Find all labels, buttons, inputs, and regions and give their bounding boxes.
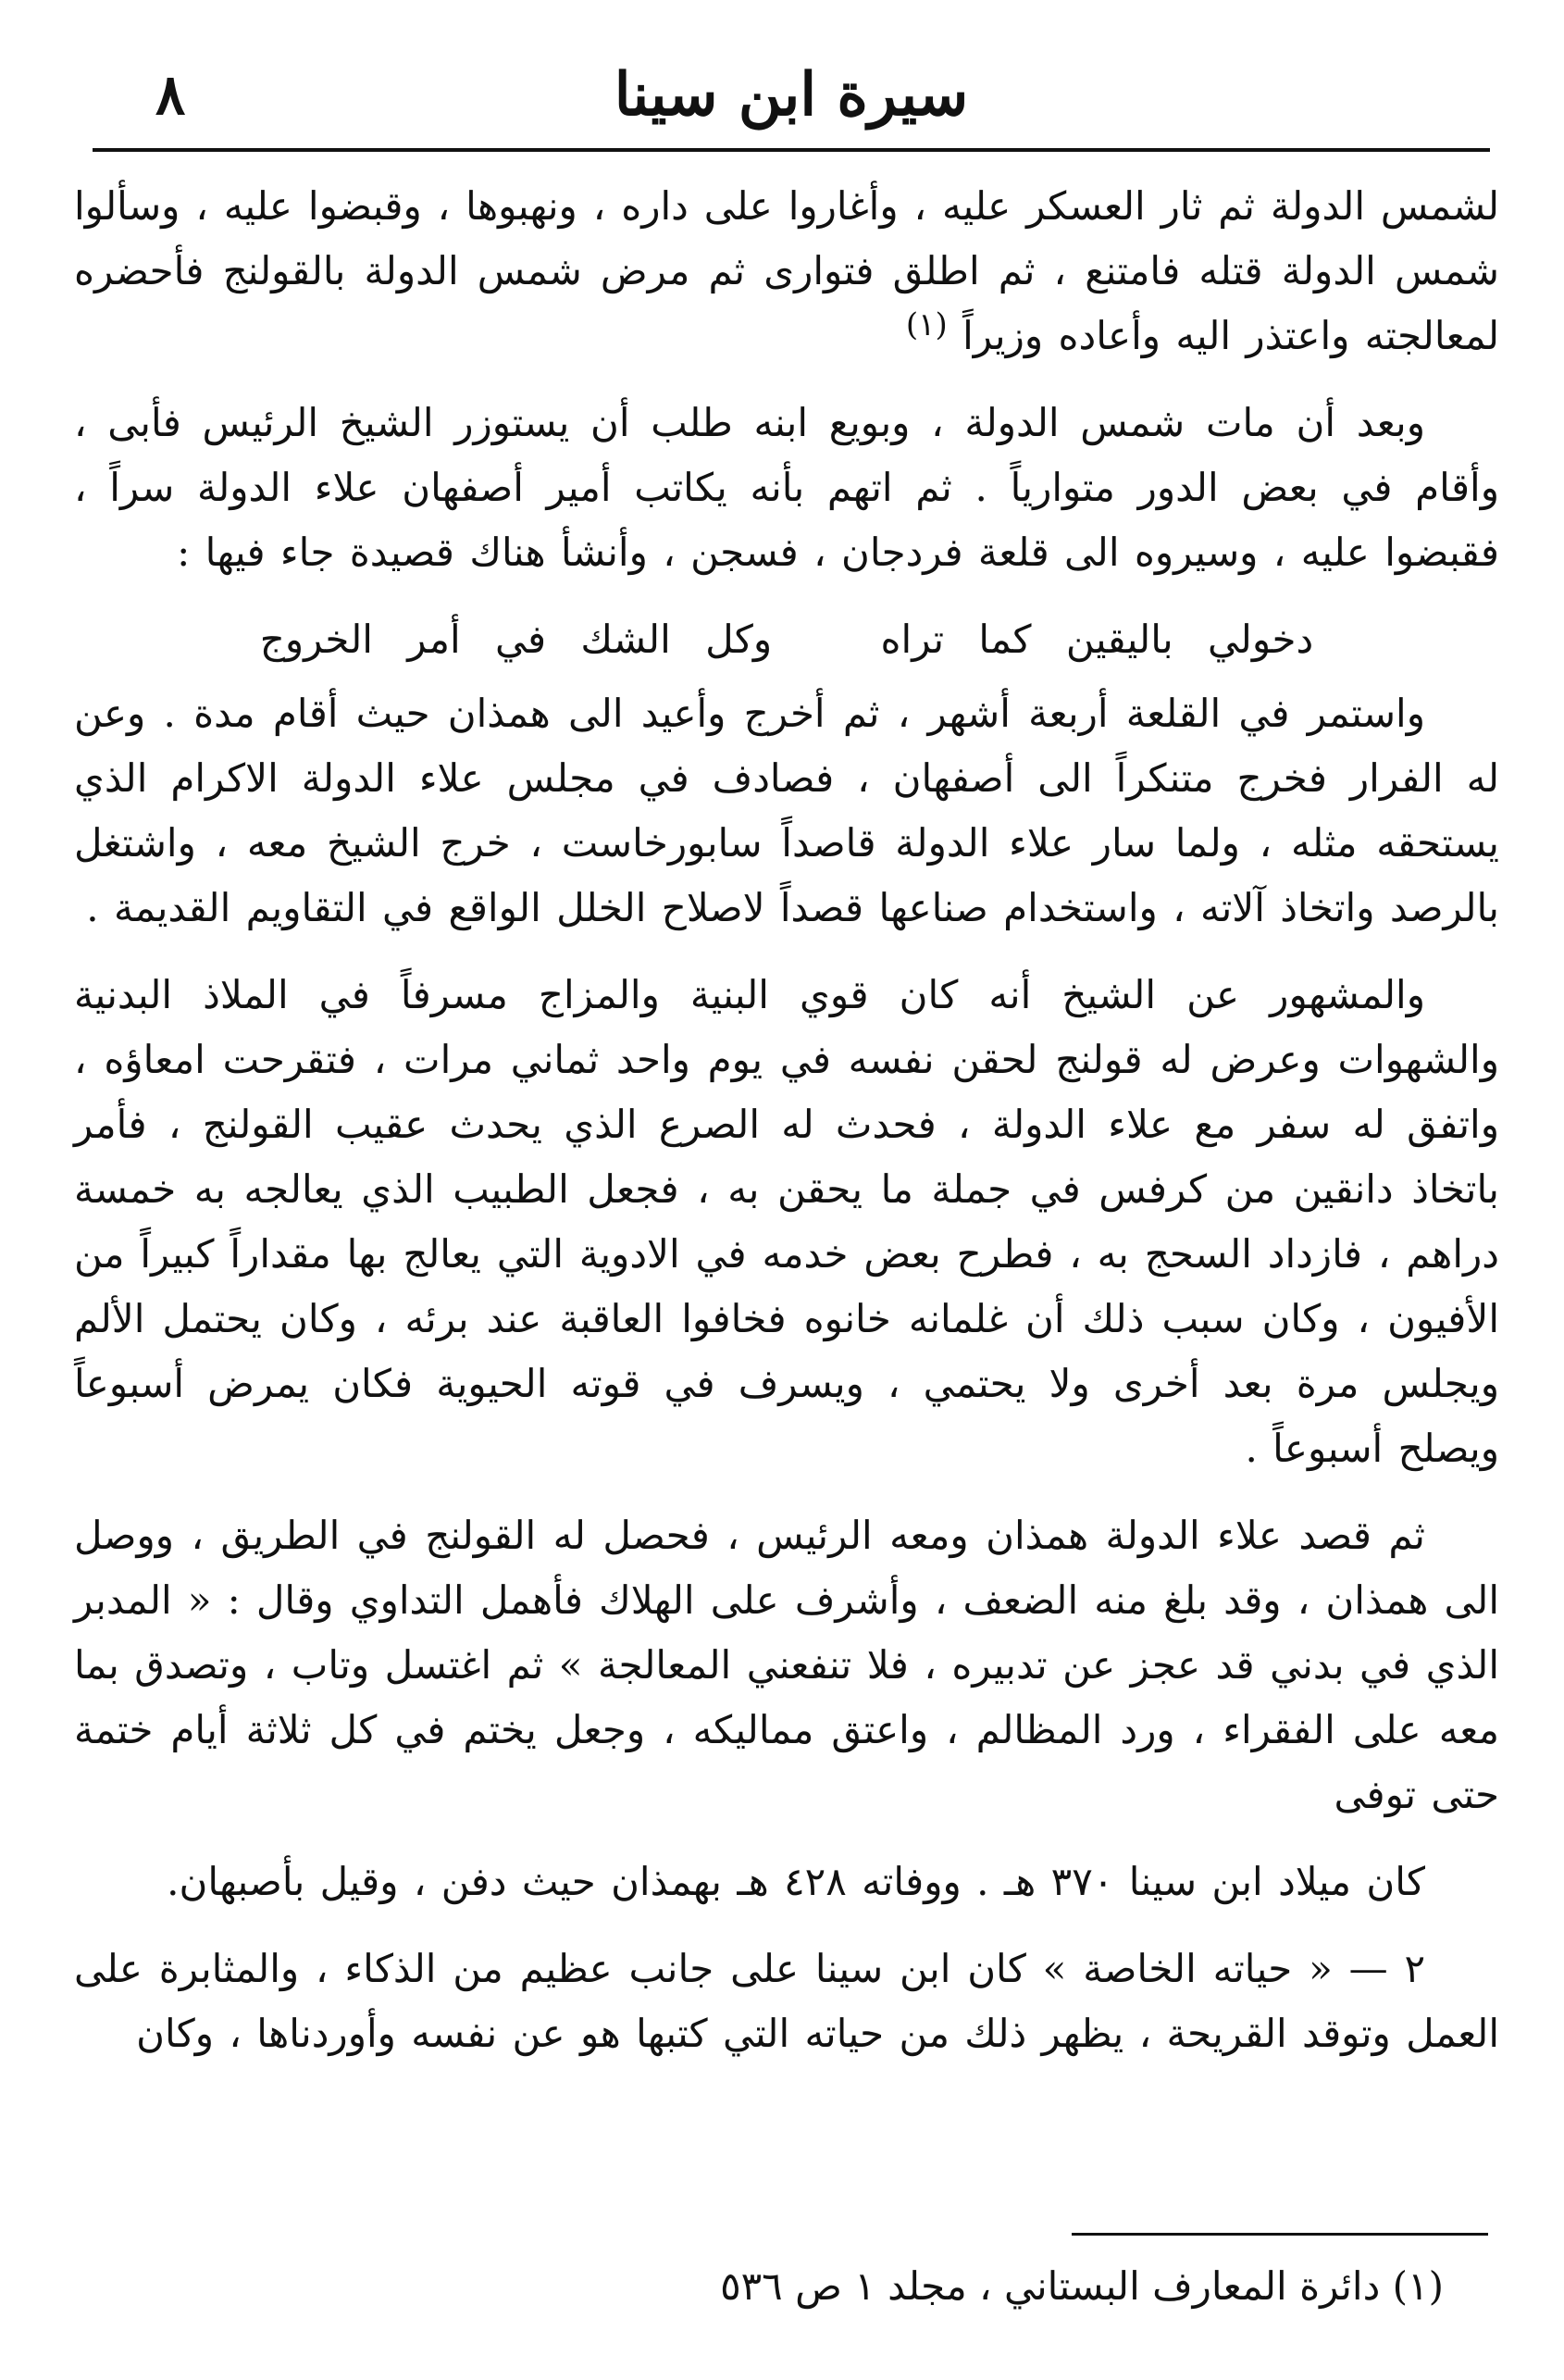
footnote-reference: (١) (905, 306, 948, 343)
paragraph-1 (74, 174, 1499, 368)
footnote-rule (1072, 2233, 1488, 2236)
page-number: ٨ (155, 63, 186, 128)
paragraph-2: وبعد أن مات شمس الدولة ، وبويع ابنه طلب أن يستوزر الشيخ الرئيس فأبى ، وأقام في بعض الدور متوارياً . ثم اتهم بأنه يكاتب أمير أصفهان علاء الدولة سراً ، فقبضوا عليه ، وسيروه الى قلعة فردجان ، فسجن ، وأنشأ هناك قصيدة جاء فيها : (74, 400, 1499, 575)
page-header (93, 54, 1490, 137)
verse-hemistich-2: وكل الشك في أمر الخروج (259, 617, 773, 662)
paragraph-3: واستمر في القلعة أربعة أشهر ، ثم أخرج وأعيد الى همذان حيث أقام مدة . وعن له الفرار فخرج متنكراً الى أصفهان ، فصادف في مجلس علاء الدولة الاكرام الذي يستحقه مثله ، ولما سار علاء الدولة قاصداً سابورخاست ، خرج الشيخ معه ، واشتغل بالرصد واتخاذ آلاته ، واستخدام صناعها قصداً لاصلاح الخلل الواقع في التقاويم القديمة . (74, 691, 1499, 930)
verse-hemistich-1: دخولي باليقين كما تراه (880, 617, 1314, 662)
footnote: (١) دائرة المعارف البستاني ، مجلد ١ ص ٥٣٦ (720, 2263, 1444, 2309)
paragraph-5: ثم قصد علاء الدولة همذان ومعه الرئيس ، فحصل له القولنج في الطريق ، ووصل الى همذان ، وقد بلغ منه الضعف ، وأشرف على الهلاك فأهمل التداوي وقال : « المدبر الذي في بدني قد عجز عن تدبيره ، فلا تنفعني المعالجة » ثم اغتسل وتاب ، وتصدق بما معه على الفقراء ، ورد المظالم ، واعتق مماليكه ، وجعل يختم في كل ثلاثة أيام ختمة حتى توفى (74, 1513, 1499, 1817)
paragraph-7: ٢ — « حياته الخاصة » كان ابن سينا على جانب عظيم من الذكاء ، والمثابرة على العمل وتوقد القريحة ، يظهر ذلك من حياته التي كتبها هو عن نفسه وأوردناها ، وكان (74, 1946, 1499, 2056)
paragraph-6: كان ميلاد ابن سينا ٣٧٠ هـ . ووفاته ٤٢٨ هـ بهمذان حيث دفن ، وقيل بأصبهان. (167, 1859, 1425, 1904)
running-title: سيرة ابن سينا (614, 60, 969, 130)
paragraph-4: والمشهور عن الشيخ أنه كان قوي البنية والمزاج مسرفاً في الملاذ البدنية والشهوات وعرض له قولنج لحقن نفسه في يوم واحد ثماني مرات ، فتقرحت امعاؤه ، واتفق له سفر مع علاء الدولة ، فحدث له الصرع الذي يحدث عقيب القولنج ، فأمر باتخاذ دانقين من كرفس في جملة ما يحقن به ، فجعل الطبيب الذي يعالجه به خمسة دراهم ، فازداد السحج به ، فطرح بعض خدمه في الادوية التي يعالج بها مقداراً كبيراً من الأفيون ، وكان سبب ذلك أن غلمانه خانوه فخافوا العاقبة عند برئه ، وكان يحتمل الألم ويجلس مرة بعد أخرى ولا يحتمي ، ويسرف في قوته الحيوية فكان يمرض أسبوعاً ويصلح أسبوعاً . (74, 972, 1499, 1471)
paragraph-1-text: لشمس الدولة ثم ثار العسكر عليه ، وأغاروا على داره ، ونهبوها ، وقبضوا عليه ، وسألوا شمس الدولة قتله فامتنع ، ثم اطلق فتوارى ثم مرض شمس الدولة بالقولنج فأحضره لمعالجته واعتذر اليه وأعاده وزيراً (74, 183, 1499, 358)
body-text (74, 174, 1499, 2088)
poem-verse (74, 607, 1499, 672)
header-rule (93, 148, 1490, 152)
